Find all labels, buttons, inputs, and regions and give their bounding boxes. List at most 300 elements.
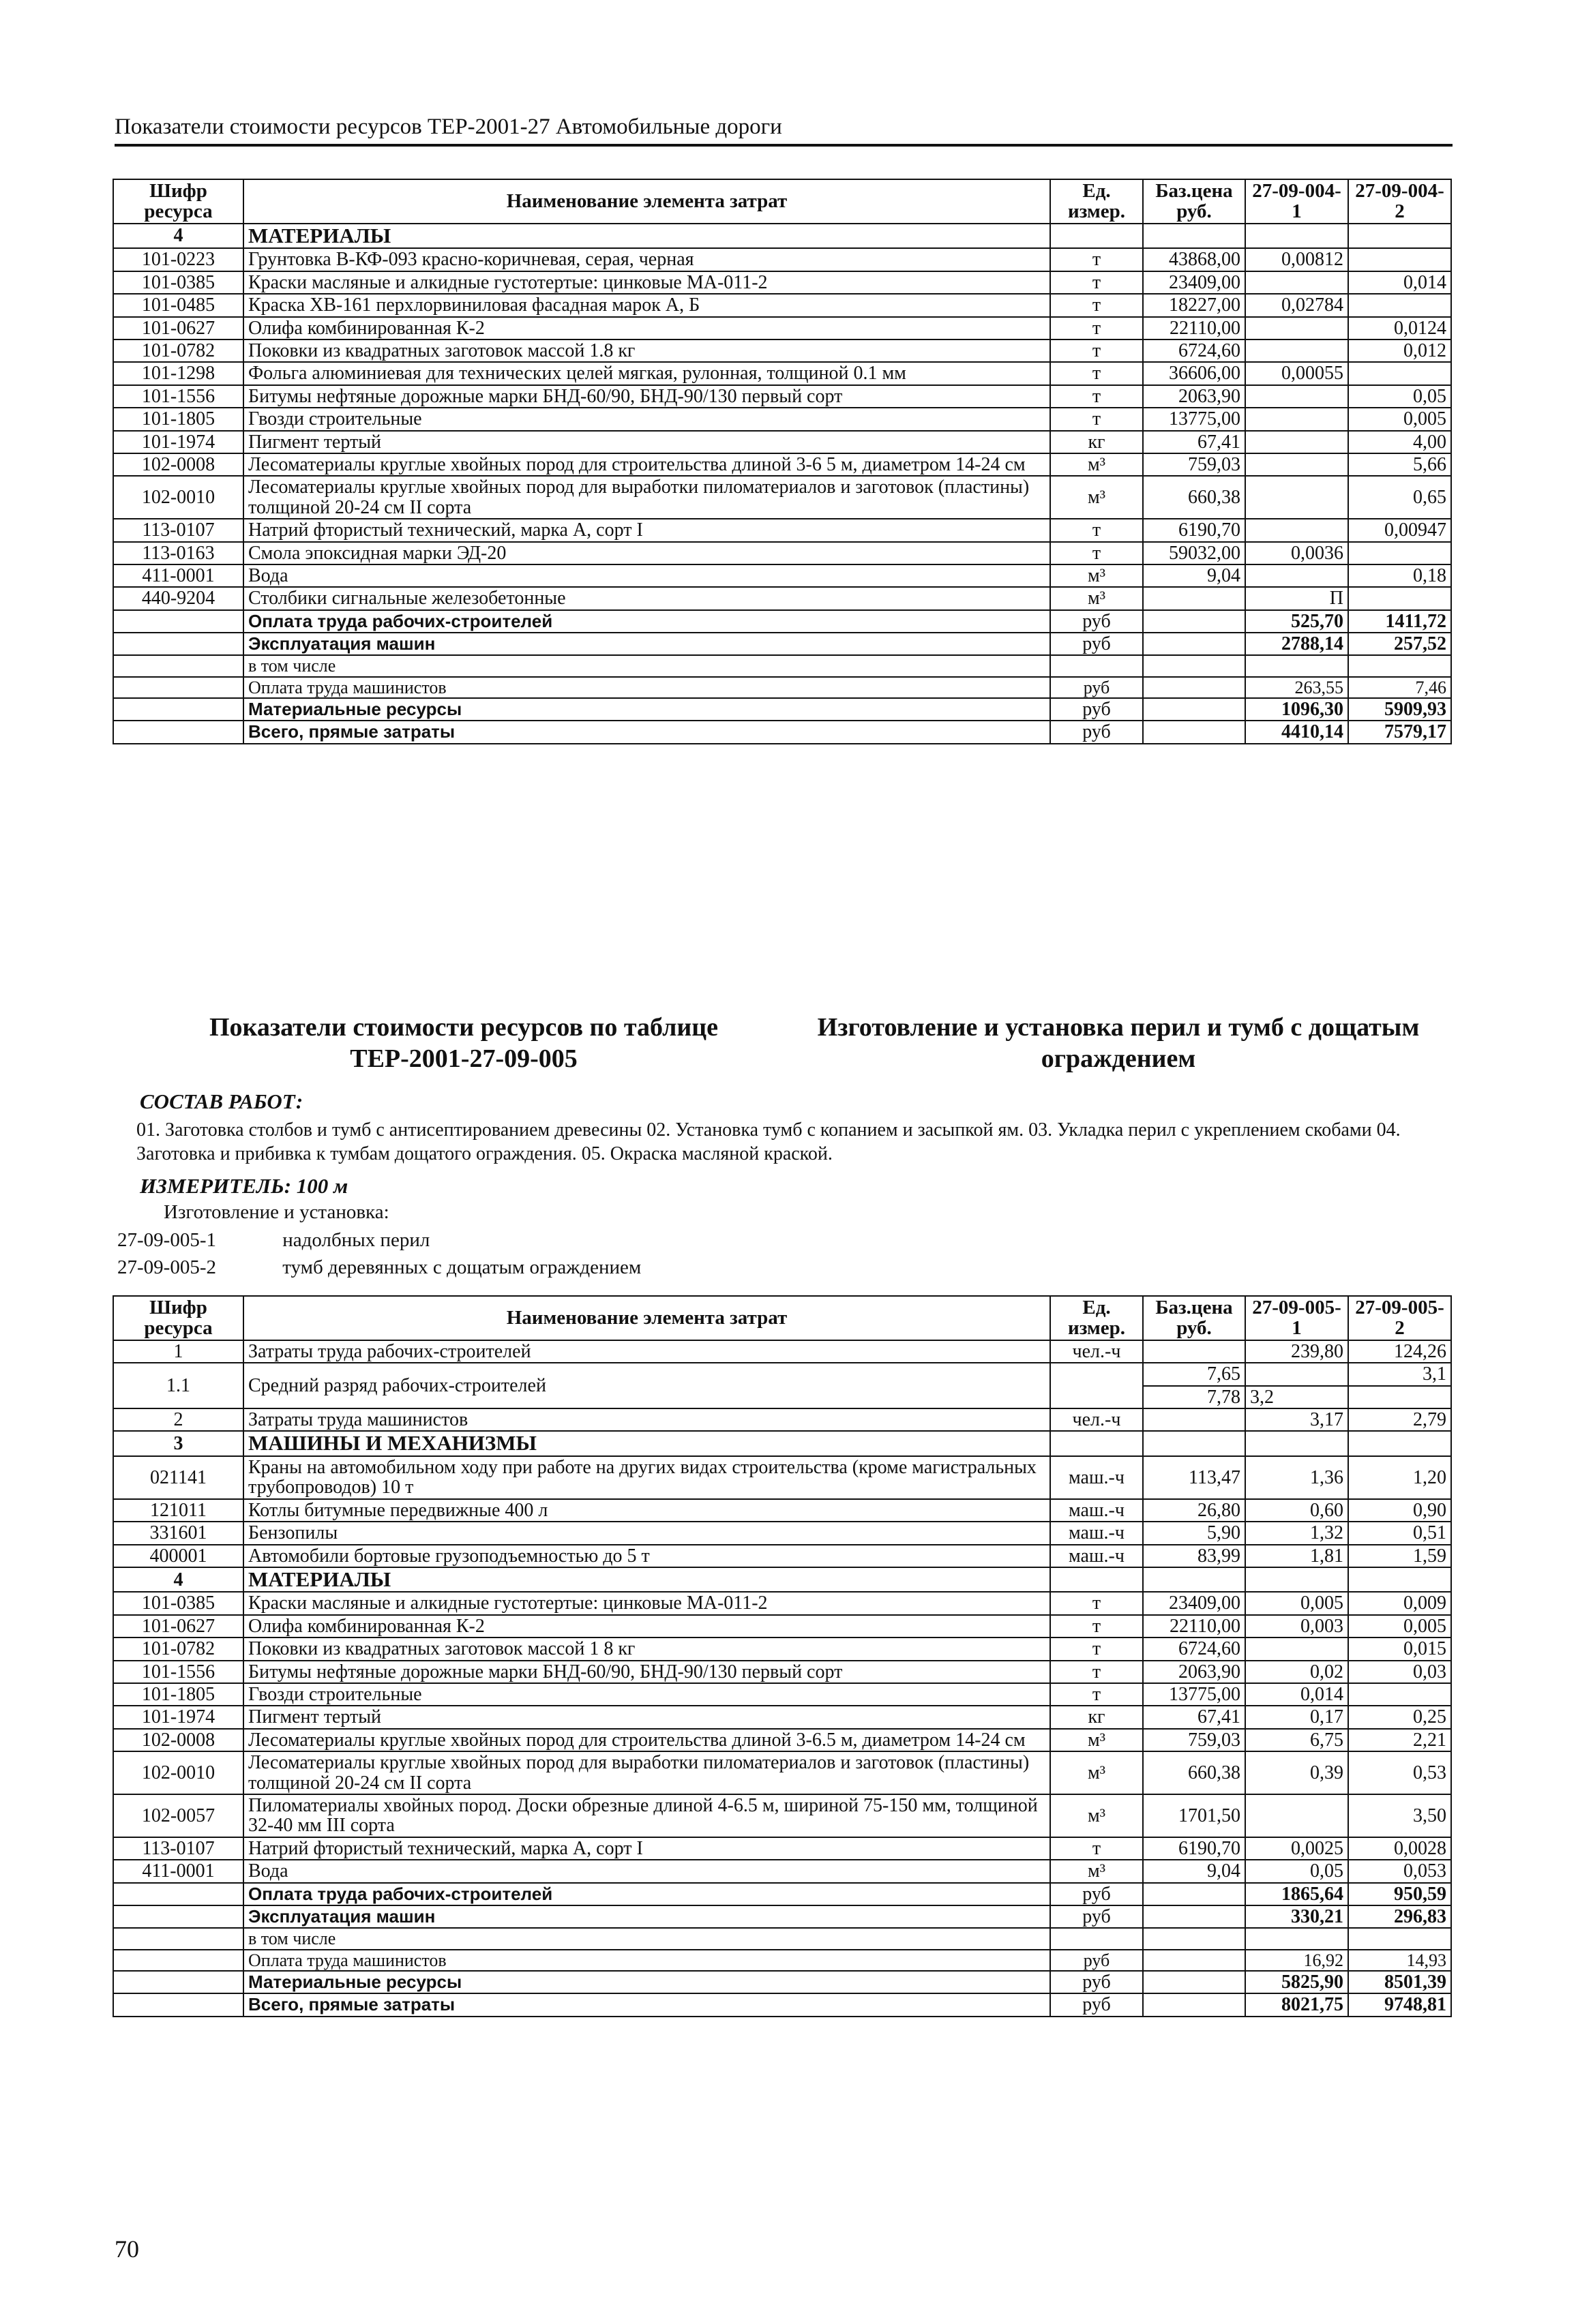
- cell-price: 1701,50: [1143, 1794, 1245, 1837]
- cell-price: [1143, 1928, 1245, 1949]
- table-row: [113, 633, 1451, 655]
- cell-name: МАШИНЫ И МЕХАНИЗМЫ: [243, 1431, 1050, 1456]
- cell-name: Бензопилы: [243, 1522, 1050, 1544]
- variant-text: тумб деревянных с дощатым ограждением: [282, 1256, 642, 1278]
- cell-price: 9,04: [1143, 564, 1245, 587]
- cell-name: Грунтовка В-КФ-093 красно-коричневая, серая, черная: [243, 248, 1050, 271]
- cell-name: Натрий фтористый технический, марка А, сорт I: [243, 1837, 1050, 1860]
- table-row: [113, 476, 1451, 519]
- cell-unit: т: [1050, 542, 1143, 564]
- cell-price: [1143, 224, 1245, 249]
- cell-b: 0,0028: [1348, 1837, 1451, 1860]
- cell-b: 257,52: [1348, 633, 1451, 655]
- cell-unit: м³: [1050, 587, 1143, 609]
- cell-code: 121011: [113, 1499, 243, 1522]
- table-row: [113, 431, 1451, 453]
- cell-a: 1,81: [1245, 1545, 1348, 1567]
- cell-price: 6724,60: [1143, 1638, 1245, 1660]
- cell-code: [113, 633, 243, 655]
- cell-price: [1143, 1993, 1245, 2016]
- sostav-label: СОСТАВ РАБОТ:: [140, 1089, 303, 1113]
- cell-name: Пигмент тертый: [243, 1706, 1050, 1728]
- cell-code: [113, 677, 243, 698]
- cell-code: 440-9204: [113, 587, 243, 609]
- cell-a: 3,17: [1245, 1408, 1348, 1431]
- cell-price: [1143, 587, 1245, 609]
- cell-code: 3: [113, 1431, 243, 1456]
- table-row: [113, 294, 1451, 316]
- cell-name: Оплата труда машинистов: [243, 1950, 1050, 1971]
- table-row: [113, 1751, 1451, 1794]
- table-row: [113, 1860, 1451, 1882]
- table-row: [113, 564, 1451, 587]
- cell-unit: кг: [1050, 1706, 1143, 1728]
- cell-a: 2788,14: [1245, 633, 1348, 655]
- table-header-row: [113, 179, 1451, 224]
- cell-a: 525,70: [1245, 610, 1348, 633]
- cell-price: 759,03: [1143, 1729, 1245, 1751]
- table-row: [113, 1499, 1451, 1522]
- cell-code: 021141: [113, 1456, 243, 1499]
- cell-unit: м³: [1050, 1729, 1143, 1751]
- cell-a: 4410,14: [1245, 721, 1348, 743]
- cell-price: 13775,00: [1143, 1683, 1245, 1706]
- table-row: [113, 519, 1451, 541]
- cell-code: 4: [113, 224, 243, 249]
- cell-a: 0,39: [1245, 1751, 1348, 1794]
- cell-a: П: [1245, 587, 1348, 609]
- cell-a: 0,014: [1245, 1683, 1348, 1706]
- cell-price: [1143, 1431, 1245, 1456]
- cell-code: 400001: [113, 1545, 243, 1567]
- cell-name: Материальные ресурсы: [243, 1971, 1050, 1993]
- cell-name: Вода: [243, 564, 1050, 587]
- cell-b: 7579,17: [1348, 721, 1451, 743]
- cell-unit: м³: [1050, 1860, 1143, 1882]
- cell-unit: т: [1050, 1837, 1143, 1860]
- cell-price: [1143, 677, 1245, 698]
- cell-name: Оплата труда рабочих-строителей: [243, 1883, 1050, 1905]
- cell-price: 22110,00: [1143, 1615, 1245, 1638]
- cell-b: [1348, 1431, 1451, 1456]
- cell-name: Оплата труда машинистов: [243, 677, 1050, 698]
- cell-code: 102-0008: [113, 1729, 243, 1751]
- cell-b: 0,53: [1348, 1751, 1451, 1794]
- cell-a: [1245, 224, 1348, 249]
- cell-b: [1348, 1386, 1451, 1408]
- cell-b: 5909,93: [1348, 698, 1451, 721]
- cell-unit: [1050, 1567, 1143, 1593]
- cell-code: 101-1298: [113, 362, 243, 384]
- cell-code: 101-1974: [113, 1706, 243, 1728]
- cell-b: 2,21: [1348, 1729, 1451, 1751]
- cell-unit: руб: [1050, 1905, 1143, 1928]
- cell-price: [1143, 1340, 1245, 1363]
- cell-name: Краски масляные и алкидные густотертые: цинковые МА-011-2: [243, 1592, 1050, 1614]
- table-row: [113, 587, 1451, 609]
- col-b-header: 27-09-005-2: [1348, 1296, 1451, 1340]
- cell-unit: [1050, 1431, 1143, 1456]
- cell-name: Смола эпоксидная марки ЭД-20: [243, 542, 1050, 564]
- cell-b: 0,005: [1348, 408, 1451, 430]
- variant-code: 27-09-005-2: [117, 1256, 216, 1278]
- cell-a: [1245, 1638, 1348, 1660]
- cell-b: 1,59: [1348, 1545, 1451, 1567]
- cell-b: 0,65: [1348, 476, 1451, 519]
- cell-name: Средний разряд рабочих-строителей: [243, 1363, 1050, 1408]
- table-row: [113, 1615, 1451, 1638]
- cell-code: 101-1805: [113, 408, 243, 430]
- table-row: [113, 271, 1451, 294]
- cell-unit: т: [1050, 1661, 1143, 1683]
- cell-code: 102-0010: [113, 1751, 243, 1794]
- cell-price: [1143, 721, 1245, 743]
- cell-name: Битумы нефтяные дорожные марки БНД-60/90, БНД-90/130 первый сорт: [243, 385, 1050, 408]
- cell-a: [1245, 1794, 1348, 1837]
- table-row: [113, 1592, 1451, 1614]
- table-row: [113, 1545, 1451, 1567]
- cell-a: [1245, 564, 1348, 587]
- cell-name: Поковки из квадратных заготовок массой 1.8 кг: [243, 339, 1050, 362]
- cell-a: [1245, 1363, 1348, 1385]
- cell-b: 0,51: [1348, 1522, 1451, 1544]
- cell-a: 0,0036: [1245, 542, 1348, 564]
- table-row: [113, 1408, 1451, 1431]
- cell-b: 7,46: [1348, 677, 1451, 698]
- cell-unit: т: [1050, 1615, 1143, 1638]
- page-number: 70: [115, 2235, 139, 2263]
- cell-price: 36606,00: [1143, 362, 1245, 384]
- cell-code: 101-0385: [113, 1592, 243, 1614]
- col-unit-header: Ед. измер.: [1050, 179, 1143, 224]
- table-row: [113, 1431, 1451, 1456]
- cell-price: 59032,00: [1143, 542, 1245, 564]
- cell-b: 0,009: [1348, 1592, 1451, 1614]
- cell-b: 0,18: [1348, 564, 1451, 587]
- cell-name: Фольга алюминиевая для технических целей мягкая, рулонная, толщиной 0.1 мм: [243, 362, 1050, 384]
- cell-a: 0,00055: [1245, 362, 1348, 384]
- table-row: [113, 1883, 1451, 1905]
- cell-unit: м³: [1050, 564, 1143, 587]
- cell-a: [1245, 453, 1348, 476]
- cell-unit: [1050, 224, 1143, 249]
- cell-a: 8021,75: [1245, 1993, 1348, 2016]
- cell-name: Оплата труда рабочих-строителей: [243, 610, 1050, 633]
- table-row: [113, 1363, 1451, 1385]
- cell-a: [1245, 655, 1348, 676]
- cell-b: 950,59: [1348, 1883, 1451, 1905]
- cell-name: Олифа комбинированная К-2: [243, 1615, 1050, 1638]
- cell-price: 26,80: [1143, 1499, 1245, 1522]
- table-row: [113, 362, 1451, 384]
- cell-code: 101-0223: [113, 248, 243, 271]
- cell-price: [1143, 610, 1245, 633]
- cell-price: 6190,70: [1143, 519, 1245, 541]
- cell-name: Краски масляные и алкидные густотертые: цинковые МА-011-2: [243, 271, 1050, 294]
- cell-code: [113, 698, 243, 721]
- cell-name: в том числе: [243, 655, 1050, 676]
- cell-a: 0,003: [1245, 1615, 1348, 1638]
- cell-price: 5,90: [1143, 1522, 1245, 1544]
- cell-unit: руб: [1050, 1971, 1143, 1993]
- cell-price: 67,41: [1143, 1706, 1245, 1728]
- table-row: [113, 453, 1451, 476]
- col-price-header: Баз.цена руб.: [1143, 179, 1245, 224]
- variant-item: [117, 1229, 430, 1252]
- cell-unit: руб: [1050, 610, 1143, 633]
- cell-a: [1245, 431, 1348, 453]
- cell-unit: маш.-ч: [1050, 1456, 1143, 1499]
- table-row: [113, 1928, 1451, 1949]
- cell-a: 0,02: [1245, 1661, 1348, 1683]
- cell-code: 411-0001: [113, 1860, 243, 1882]
- cell-code: 102-0010: [113, 476, 243, 519]
- cell-name: Всего, прямые затраты: [243, 1993, 1050, 2016]
- cell-unit: кг: [1050, 431, 1143, 453]
- cell-price: [1143, 1971, 1245, 1993]
- cell-a: 263,55: [1245, 677, 1348, 698]
- izmeritel-label: ИЗМЕРИТЕЛЬ: 100 м: [140, 1174, 348, 1198]
- table-row: [113, 1905, 1451, 1928]
- cell-name: Пигмент тертый: [243, 431, 1050, 453]
- cell-name: Всего, прямые затраты: [243, 721, 1050, 743]
- cell-unit: т: [1050, 294, 1143, 316]
- cell-price: 759,03: [1143, 453, 1245, 476]
- cell-unit: т: [1050, 248, 1143, 271]
- cell-name: Лесоматериалы круглые хвойных пород для строительства длиной 3-6.5 м, диаметром 14-24 см: [243, 1729, 1050, 1751]
- cell-b: [1348, 224, 1451, 249]
- cell-price: 7,65: [1143, 1363, 1245, 1385]
- table-row: [113, 1638, 1451, 1660]
- cell-b: 3,1: [1348, 1363, 1451, 1385]
- cell-b: 0,0124: [1348, 317, 1451, 339]
- cell-a: [1245, 1928, 1348, 1949]
- table-row: [113, 721, 1451, 743]
- cell-b: 0,05: [1348, 385, 1451, 408]
- cell-code: [113, 721, 243, 743]
- cell-b: 0,90: [1348, 1499, 1451, 1522]
- cell-price: 67,41: [1143, 431, 1245, 453]
- cell-b: 1411,72: [1348, 610, 1451, 633]
- table-row: [113, 248, 1451, 271]
- variant-code: 27-09-005-1: [117, 1229, 216, 1251]
- cell-unit: т: [1050, 519, 1143, 541]
- cell-unit: руб: [1050, 633, 1143, 655]
- cell-unit: м³: [1050, 453, 1143, 476]
- cell-price: 9,04: [1143, 1860, 1245, 1882]
- cell-a: [1245, 476, 1348, 519]
- cell-name: Автомобили бортовые грузоподъемностью до 5 т: [243, 1545, 1050, 1567]
- cell-name: Материальные ресурсы: [243, 698, 1050, 721]
- cell-b: 296,83: [1348, 1905, 1451, 1928]
- cell-a: 1,32: [1245, 1522, 1348, 1544]
- cell-a: [1245, 1567, 1348, 1593]
- table-row: [113, 385, 1451, 408]
- variant-text: надолбных перил: [282, 1229, 430, 1251]
- cell-name: Лесоматериалы круглые хвойных пород для выработки пиломатериалов и заготовок (пластины) толщиной 20-24 см II сорта: [243, 1751, 1050, 1794]
- cell-code: 331601: [113, 1522, 243, 1544]
- cell-price: 7,78: [1143, 1386, 1245, 1408]
- cell-b: [1348, 655, 1451, 676]
- cell-name: Лесоматериалы круглые хвойных пород для выработки пиломатериалов и заготовок (пластины) толщиной 20-24 см II сорта: [243, 476, 1050, 519]
- cell-code: 101-0485: [113, 294, 243, 316]
- col-code-header: Шифр ресурса: [113, 179, 243, 224]
- cell-price: 2063,90: [1143, 1661, 1245, 1683]
- cell-unit: руб: [1050, 1993, 1143, 2016]
- table-row: [113, 610, 1451, 633]
- cell-unit: чел.-ч: [1050, 1408, 1143, 1431]
- cell-name: Эксплуатация машин: [243, 1905, 1050, 1928]
- cell-code: [113, 1993, 243, 2016]
- cell-a: 3,2: [1245, 1386, 1348, 1408]
- cell-b: [1348, 248, 1451, 271]
- cell-price: [1143, 1408, 1245, 1431]
- cell-code: 101-1556: [113, 1661, 243, 1683]
- cell-name: в том числе: [243, 1928, 1050, 1949]
- cell-name: Котлы битумные передвижные 400 л: [243, 1499, 1050, 1522]
- cell-a: 0,0025: [1245, 1837, 1348, 1860]
- col-a-header: 27-09-005-1: [1245, 1296, 1348, 1340]
- table-row: [113, 1340, 1451, 1363]
- cell-unit: м³: [1050, 1794, 1143, 1837]
- cell-unit: т: [1050, 1592, 1143, 1614]
- cell-code: 4: [113, 1567, 243, 1593]
- cell-unit: руб: [1050, 1950, 1143, 1971]
- cell-price: 43868,00: [1143, 248, 1245, 271]
- cell-price: 23409,00: [1143, 271, 1245, 294]
- cell-code: 101-1974: [113, 431, 243, 453]
- cell-b: 2,79: [1348, 1408, 1451, 1431]
- cell-code: 101-0385: [113, 271, 243, 294]
- col-a-header: 27-09-004-1: [1245, 179, 1348, 224]
- cell-b: 9748,81: [1348, 1993, 1451, 2016]
- cell-b: 4,00: [1348, 431, 1451, 453]
- cell-unit: руб: [1050, 677, 1143, 698]
- cell-price: 22110,00: [1143, 317, 1245, 339]
- table-row: [113, 542, 1451, 564]
- cell-code: 113-0107: [113, 1837, 243, 1860]
- table-row: [113, 1837, 1451, 1860]
- cell-a: [1245, 317, 1348, 339]
- cell-name: Гвозди строительные: [243, 1683, 1050, 1706]
- cell-a: 5825,90: [1245, 1971, 1348, 1993]
- cell-name: Битумы нефтяные дорожные марки БНД-60/90, БНД-90/130 первый сорт: [243, 1661, 1050, 1683]
- cell-price: 660,38: [1143, 476, 1245, 519]
- cell-code: 101-0782: [113, 1638, 243, 1660]
- cell-b: 0,015: [1348, 1638, 1451, 1660]
- sostav-text: 01. Заготовка столбов и тумб с антисептированием древесины 02. Установка тумб с копанием и засыпкой ям. 03. Укладка перил с укреплением скобами 04. Заготовка и прибивка к тумбам дощатого ограждения. 05. Окраска масляной краской.: [136, 1119, 1401, 1164]
- cell-code: [113, 1928, 243, 1949]
- cell-a: 0,00812: [1245, 248, 1348, 271]
- cell-price: [1143, 1950, 1245, 1971]
- cell-a: 16,92: [1245, 1950, 1348, 1971]
- cell-price: [1143, 1905, 1245, 1928]
- cell-a: 0,05: [1245, 1860, 1348, 1882]
- cell-unit: маш.-ч: [1050, 1522, 1143, 1544]
- table-row: [113, 408, 1451, 430]
- table-row: [113, 677, 1451, 698]
- col-price-header: Баз.цена руб.: [1143, 1296, 1245, 1340]
- cell-b: 124,26: [1348, 1340, 1451, 1363]
- cell-unit: т: [1050, 408, 1143, 430]
- cell-unit: руб: [1050, 721, 1143, 743]
- cell-price: 113,47: [1143, 1456, 1245, 1499]
- cell-a: 0,02784: [1245, 294, 1348, 316]
- cell-code: 1: [113, 1340, 243, 1363]
- col-b-header: 27-09-004-2: [1348, 179, 1451, 224]
- cell-a: 6,75: [1245, 1729, 1348, 1751]
- table-row: [113, 1456, 1451, 1499]
- cell-price: [1143, 655, 1245, 676]
- cell-b: [1348, 587, 1451, 609]
- cell-name: Гвозди строительные: [243, 408, 1050, 430]
- cell-code: 101-0627: [113, 1615, 243, 1638]
- cell-price: 18227,00: [1143, 294, 1245, 316]
- cell-price: 660,38: [1143, 1751, 1245, 1794]
- cell-b: [1348, 362, 1451, 384]
- cell-name: Натрий фтористый технический, марка А, сорт I: [243, 519, 1050, 541]
- cell-b: 0,03: [1348, 1661, 1451, 1683]
- cell-unit: руб: [1050, 698, 1143, 721]
- cell-unit: т: [1050, 1638, 1143, 1660]
- cell-name: Затраты труда машинистов: [243, 1408, 1050, 1431]
- cell-code: [113, 1883, 243, 1905]
- section-title-right: Изготовление и установка перил и тумб с дощатым ограждением: [817, 1013, 1420, 1073]
- cell-unit: т: [1050, 1683, 1143, 1706]
- cell-unit: т: [1050, 317, 1143, 339]
- col-name-header: Наименование элемента затрат: [243, 179, 1050, 224]
- cell-b: 0,25: [1348, 1706, 1451, 1728]
- cell-code: 113-0163: [113, 542, 243, 564]
- cell-b: [1348, 542, 1451, 564]
- cell-price: 6724,60: [1143, 339, 1245, 362]
- cell-unit: [1050, 1928, 1143, 1949]
- resource-table-005: [113, 1295, 1452, 2017]
- cell-name: Пиломатериалы хвойных пород. Доски обрезные длиной 4-6.5 м, шириной 75-150 мм, толщиной 32-40 мм III сорта: [243, 1794, 1050, 1837]
- cell-b: 8501,39: [1348, 1971, 1451, 1993]
- resource-table-004: [113, 179, 1452, 744]
- cell-b: [1348, 1683, 1451, 1706]
- cell-code: [113, 1905, 243, 1928]
- cell-name: МАТЕРИАЛЫ: [243, 1567, 1050, 1593]
- cell-code: 101-0782: [113, 339, 243, 362]
- table-row: [113, 1706, 1451, 1728]
- cell-unit: маш.-ч: [1050, 1545, 1143, 1567]
- cell-unit: м³: [1050, 476, 1143, 519]
- cell-price: [1143, 1567, 1245, 1593]
- cell-price: 83,99: [1143, 1545, 1245, 1567]
- col-code-header: Шифр ресурса: [113, 1296, 243, 1340]
- cell-b: 0,053: [1348, 1860, 1451, 1882]
- cell-b: [1348, 1928, 1451, 1949]
- table-row: [113, 1794, 1451, 1837]
- cell-name: Олифа комбинированная К-2: [243, 317, 1050, 339]
- cell-name: Затраты труда рабочих-строителей: [243, 1340, 1050, 1363]
- cell-a: [1245, 408, 1348, 430]
- cell-code: [113, 610, 243, 633]
- table-row: [113, 1661, 1451, 1683]
- cell-unit: м³: [1050, 1751, 1143, 1794]
- cell-name: Вода: [243, 1860, 1050, 1882]
- table-row: [113, 1950, 1451, 1971]
- cell-price: 23409,00: [1143, 1592, 1245, 1614]
- col-unit-header: Ед. измер.: [1050, 1296, 1143, 1340]
- cell-b: [1348, 1567, 1451, 1593]
- cell-a: [1245, 519, 1348, 541]
- cell-unit: маш.-ч: [1050, 1499, 1143, 1522]
- cell-code: [113, 1950, 243, 1971]
- table-row: [113, 698, 1451, 721]
